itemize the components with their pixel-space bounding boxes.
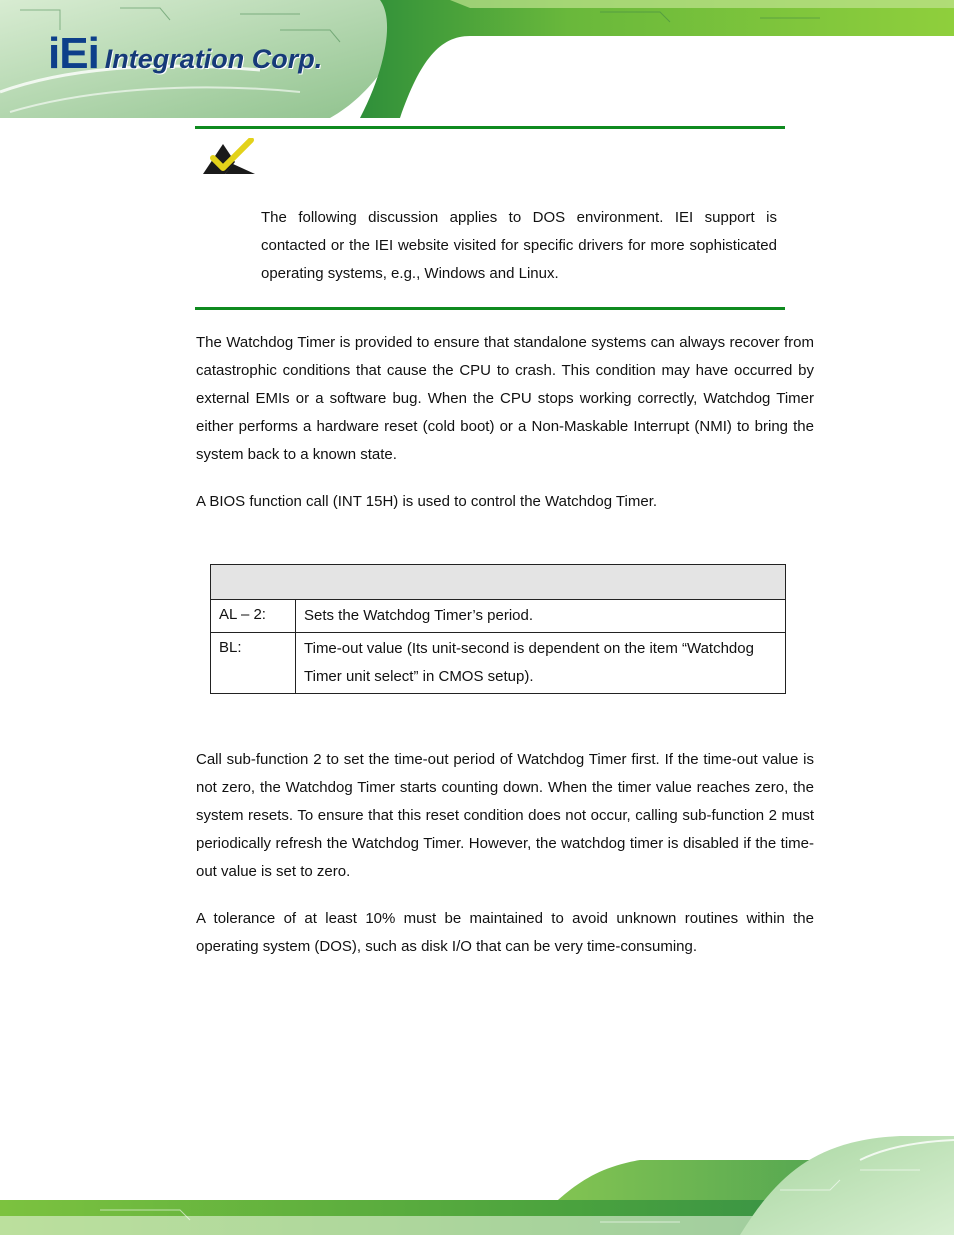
note-top-rule (195, 126, 785, 129)
logo-mark: iEi (48, 29, 99, 78)
table-header-cell (211, 565, 786, 600)
note-bottom-rule (195, 307, 785, 310)
table-header-row (211, 565, 786, 600)
register-cell: BL: (211, 633, 296, 694)
subfunction-paragraph: Call sub-function 2 to set the time-out period of Watchdog Timer first. If the time-out value is not zero, the Watchdog Timer starts counting down. When the timer value reaches zero, the system resets. To ensure that this reset condition does not occur, calling sub-function 2 must periodically refresh the Watchdog Timer. However, the watchdog timer is disabled if the time-out value is set to zero. (196, 751, 814, 880)
bios-call-paragraph: A BIOS function call (INT 15H) is used to control the Watchdog Timer. (196, 493, 658, 510)
company-logo (48, 26, 322, 76)
check-mark-icon (203, 138, 255, 176)
register-cell: AL – 2: (211, 600, 296, 633)
logo-wordmark: Integration Corp. (104, 44, 323, 74)
int15h-register-table (210, 564, 786, 694)
note-text: The following discussion applies to DOS environment. IEI support is contacted or the IEI website visited for specific drivers for more sophisticated operating systems, e.g., Windows and Linux. (261, 209, 777, 282)
description-cell: Time-out value (Its unit-second is dependent on the item “Watchdog Timer unit select” in CMOS setup). (296, 633, 786, 694)
footer-banner (0, 1130, 954, 1235)
description-cell: Sets the Watchdog Timer’s period. (296, 600, 786, 633)
tolerance-paragraph: A tolerance of at least 10% must be maintained to avoid unknown routines within the operating system (DOS), such as disk I/O that can be very time-consuming. (196, 910, 814, 955)
watchdog-intro-paragraph: The Watchdog Timer is provided to ensure that standalone systems can always recover from catastrophic conditions that cause the CPU to crash. This condition may have occurred by external EMIs or a software bug. When the CPU stops working correctly, Watchdog Timer either performs a hardware reset (cold boot) or a Non-Maskable Interrupt (NMI) to bring the system back to a known state. (196, 334, 814, 463)
table-row (211, 600, 786, 633)
table-row (211, 633, 786, 694)
